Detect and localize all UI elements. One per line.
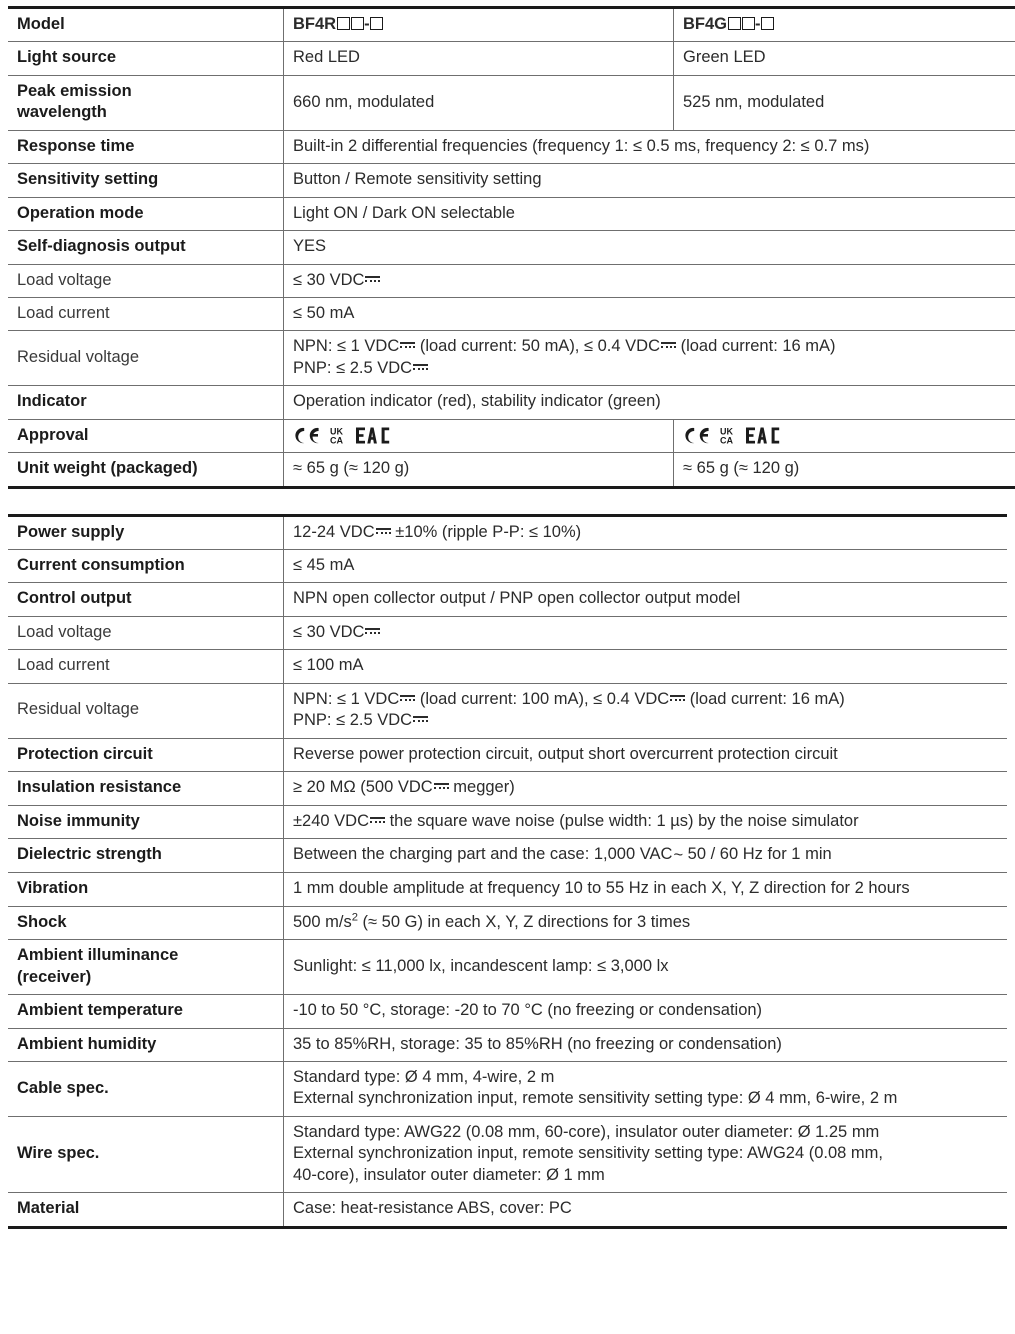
wire-spec-line1: Standard type: AWG22 (0.08 mm, 60-core), insulator outer diameter: Ø 1.25 mm bbox=[293, 1122, 999, 1143]
residual-pnp-part1: PNP: ≤ 2.5 VDC bbox=[293, 711, 412, 729]
table-row-protection-circuit bbox=[8, 738, 1007, 771]
model-red-prefix: BF4R bbox=[293, 15, 336, 33]
current-consumption-value: ≤ 45 mA bbox=[284, 550, 1008, 583]
row-label-load-current: Load current bbox=[8, 650, 284, 683]
dc-symbol-icon bbox=[365, 275, 380, 284]
table-row-current-consumption bbox=[8, 550, 1007, 583]
table-row-shock bbox=[8, 906, 1007, 939]
light-source-red-value: Red LED bbox=[284, 42, 674, 75]
row-label-load-voltage: Load voltage bbox=[8, 264, 284, 297]
residual-npn-part3: (load current: 16 mA) bbox=[676, 337, 836, 355]
model-red-cell bbox=[284, 8, 674, 42]
residual-voltage-line1 bbox=[293, 336, 1015, 357]
row-label-load-current: Load current bbox=[8, 297, 284, 330]
control-output-value: NPN open collector output / PNP open collector output model bbox=[284, 583, 1008, 616]
material-value: Case: heat-resistance ABS, cover: PC bbox=[284, 1193, 1008, 1227]
cable-spec-line1: Standard type: Ø 4 mm, 4-wire, 2 m bbox=[293, 1067, 999, 1088]
residual-voltage-value bbox=[284, 331, 1015, 386]
table-row-vibration bbox=[8, 873, 1007, 906]
row-label-indicator: Indicator bbox=[8, 386, 284, 419]
shock-text-pre: 500 m/s bbox=[293, 913, 352, 931]
insulation-text-pre: ≥ 20 MΩ (500 VDC bbox=[293, 778, 433, 796]
table-row-ambient-humidity bbox=[8, 1028, 1007, 1061]
svg-text:CA: CA bbox=[720, 435, 733, 445]
table-row-material bbox=[8, 1193, 1007, 1227]
unit-weight-red-value: ≈ 65 g (≈ 120 g) bbox=[284, 453, 674, 487]
load-current-value: ≤ 50 mA bbox=[284, 297, 1015, 330]
approval-red-cell bbox=[284, 419, 674, 452]
table-row-dielectric-strength bbox=[8, 838, 1007, 872]
row-label-insulation-resistance: Insulation resistance bbox=[8, 772, 284, 805]
table-row-self-diagnosis-output bbox=[8, 231, 1015, 264]
row-label-line2: (receiver) bbox=[17, 967, 275, 988]
ukca-mark-icon bbox=[720, 426, 739, 445]
square-placeholder-icon bbox=[728, 17, 741, 30]
insulation-resistance-value bbox=[284, 772, 1008, 805]
residual-voltage-value bbox=[284, 683, 1008, 738]
self-diagnosis-output-value: YES bbox=[284, 231, 1015, 264]
approval-green-cell bbox=[674, 419, 1015, 452]
shock-text-post: (≈ 50 G) in each X, Y, Z directions for 3 times bbox=[358, 913, 690, 931]
square-placeholder-icon bbox=[761, 17, 774, 30]
cable-spec-line2: External synchronization input, remote sensitivity setting type: Ø 4 mm, 6-wire, 2 m bbox=[293, 1088, 999, 1109]
residual-npn-part2: (load current: 100 mA), ≤ 0.4 VDC bbox=[415, 690, 669, 708]
approval-marks-group bbox=[293, 425, 665, 446]
table-row-unit-weight bbox=[8, 453, 1015, 487]
row-label-cable-spec: Cable spec. bbox=[8, 1062, 284, 1117]
noise-immunity-value bbox=[284, 805, 1008, 838]
dc-symbol-icon bbox=[376, 527, 391, 536]
table-row-load-current bbox=[8, 650, 1007, 683]
row-label-operation-mode: Operation mode bbox=[8, 197, 284, 230]
dc-symbol-icon bbox=[400, 694, 415, 703]
noise-text-post: the square wave noise (pulse width: 1 µs) by the noise simulator bbox=[385, 812, 859, 830]
table-row-operation-mode bbox=[8, 197, 1015, 230]
model-green-cell bbox=[674, 8, 1015, 42]
shock-value bbox=[284, 906, 1008, 939]
row-label-material: Material bbox=[8, 1193, 284, 1227]
table-row-noise-immunity bbox=[8, 805, 1007, 838]
power-supply-value bbox=[284, 515, 1008, 549]
dc-symbol-icon bbox=[370, 816, 385, 825]
peak-emission-red-value: 660 nm, modulated bbox=[284, 75, 674, 130]
dc-symbol-icon bbox=[400, 341, 415, 350]
row-label-load-voltage: Load voltage bbox=[8, 616, 284, 649]
table-row-load-current bbox=[8, 297, 1015, 330]
load-voltage-value bbox=[284, 264, 1015, 297]
model-hyphen: - bbox=[364, 15, 370, 33]
dc-symbol-icon bbox=[413, 363, 428, 372]
row-label-noise-immunity: Noise immunity bbox=[8, 805, 284, 838]
dielectric-text-post: 50 / 60 Hz for 1 min bbox=[683, 845, 832, 863]
model-green-prefix: BF4G bbox=[683, 15, 727, 33]
table-row-cable-spec bbox=[8, 1062, 1007, 1117]
table2-body bbox=[8, 515, 1007, 1227]
model-hyphen: - bbox=[755, 15, 761, 33]
response-time-value: Built-in 2 differential frequencies (frequency 1: ≤ 0.5 ms, frequency 2: ≤ 0.7 ms) bbox=[284, 130, 1015, 163]
table-row-peak-emission-wavelength bbox=[8, 75, 1015, 130]
row-label-residual-voltage: Residual voltage bbox=[8, 331, 284, 386]
table-row-residual-voltage bbox=[8, 683, 1007, 738]
eac-mark-icon bbox=[746, 426, 780, 445]
cable-spec-value bbox=[284, 1062, 1008, 1117]
row-label-sensitivity-setting: Sensitivity setting bbox=[8, 164, 284, 197]
row-label-residual-voltage: Residual voltage bbox=[8, 683, 284, 738]
ambient-humidity-value: 35 to 85%RH, storage: 35 to 85%RH (no freezing or condensation) bbox=[284, 1028, 1008, 1061]
dc-symbol-icon bbox=[434, 782, 449, 791]
row-label-approval: Approval bbox=[8, 419, 284, 452]
row-label-ambient-humidity: Ambient humidity bbox=[8, 1028, 284, 1061]
sensitivity-setting-value: Button / Remote sensitivity setting bbox=[284, 164, 1015, 197]
table-row-load-voltage bbox=[8, 264, 1015, 297]
row-label-unit-weight: Unit weight (packaged) bbox=[8, 453, 284, 487]
table-row-sensitivity-setting bbox=[8, 164, 1015, 197]
wire-spec-line2: External synchronization input, remote sensitivity setting type: AWG24 (0.08 mm, bbox=[293, 1143, 999, 1164]
load-voltage-text: ≤ 30 VDC bbox=[293, 623, 364, 641]
square-placeholder-icon bbox=[337, 17, 350, 30]
table-row-response-time bbox=[8, 130, 1015, 163]
row-label-shock: Shock bbox=[8, 906, 284, 939]
row-label-ambient-temperature: Ambient temperature bbox=[8, 995, 284, 1028]
svg-text:UK: UK bbox=[330, 427, 343, 437]
residual-npn-part2: (load current: 50 mA), ≤ 0.4 VDC bbox=[415, 337, 660, 355]
svg-text:UK: UK bbox=[720, 427, 733, 437]
ambient-temperature-value: -10 to 50 °C, storage: -20 to 70 °C (no freezing or condensation) bbox=[284, 995, 1008, 1028]
general-specification-table bbox=[8, 514, 1007, 1229]
ce-mark-icon bbox=[293, 426, 323, 445]
row-label-current-consumption: Current consumption bbox=[8, 550, 284, 583]
residual-npn-part1: NPN: ≤ 1 VDC bbox=[293, 337, 399, 355]
row-label-peak-emission-wavelength bbox=[8, 75, 284, 130]
row-label-control-output: Control output bbox=[8, 583, 284, 616]
table-row-control-output bbox=[8, 583, 1007, 616]
power-supply-text-post: ±10% (ripple P-P: ≤ 10%) bbox=[391, 523, 582, 541]
row-label-power-supply: Power supply bbox=[8, 515, 284, 549]
row-label-model: Model bbox=[8, 8, 284, 42]
residual-npn-part1: NPN: ≤ 1 VDC bbox=[293, 690, 399, 708]
load-voltage-text: ≤ 30 VDC bbox=[293, 271, 364, 289]
square-placeholder-icon bbox=[370, 17, 383, 30]
load-current-value: ≤ 100 mA bbox=[284, 650, 1008, 683]
ce-mark-icon bbox=[683, 426, 713, 445]
table-row-residual-voltage bbox=[8, 331, 1015, 386]
row-label-protection-circuit: Protection circuit bbox=[8, 738, 284, 771]
indicator-value: Operation indicator (red), stability indicator (green) bbox=[284, 386, 1015, 419]
unit-weight-green-value: ≈ 65 g (≈ 120 g) bbox=[674, 453, 1015, 487]
table-row-wire-spec bbox=[8, 1116, 1007, 1192]
square-placeholder-icon bbox=[351, 17, 364, 30]
residual-voltage-line2 bbox=[293, 710, 999, 731]
svg-text:CA: CA bbox=[330, 435, 343, 445]
residual-voltage-line1 bbox=[293, 689, 999, 710]
wire-spec-line3: 40-core), insulator outer diameter: Ø 1 mm bbox=[293, 1165, 999, 1186]
model-specification-table bbox=[8, 6, 1015, 489]
ambient-illuminance-value: Sunlight: ≤ 11,000 lx, incandescent lamp: ≤ 3,000 lx bbox=[284, 940, 1008, 995]
row-label-vibration: Vibration bbox=[8, 873, 284, 906]
specification-sheet bbox=[0, 6, 1015, 1229]
row-label-self-diagnosis-output: Self-diagnosis output bbox=[8, 231, 284, 264]
dc-symbol-icon bbox=[365, 627, 380, 636]
wire-spec-value bbox=[284, 1116, 1008, 1192]
row-label-line1: Peak emission bbox=[17, 81, 275, 102]
table-row-light-source bbox=[8, 42, 1015, 75]
vibration-value: 1 mm double amplitude at frequency 10 to 55 Hz in each X, Y, Z direction for 2 hours bbox=[284, 873, 1008, 906]
protection-circuit-value: Reverse power protection circuit, output short overcurrent protection circuit bbox=[284, 738, 1008, 771]
table-row-indicator bbox=[8, 386, 1015, 419]
row-label-line1: Ambient illuminance bbox=[17, 945, 275, 966]
insulation-text-post: megger) bbox=[449, 778, 515, 796]
row-label-dielectric-strength: Dielectric strength bbox=[8, 838, 284, 872]
operation-mode-value: Light ON / Dark ON selectable bbox=[284, 197, 1015, 230]
row-label-light-source: Light source bbox=[8, 42, 284, 75]
table-row-ambient-temperature bbox=[8, 995, 1007, 1028]
shock-exponent: 2 bbox=[352, 911, 358, 923]
peak-emission-green-value: 525 nm, modulated bbox=[674, 75, 1015, 130]
table-row-load-voltage bbox=[8, 616, 1007, 649]
light-source-green-value: Green LED bbox=[674, 42, 1015, 75]
row-label-ambient-illuminance bbox=[8, 940, 284, 995]
dc-symbol-icon bbox=[413, 715, 428, 724]
residual-npn-part3: (load current: 16 mA) bbox=[685, 690, 845, 708]
square-placeholder-icon bbox=[742, 17, 755, 30]
table-row-power-supply bbox=[8, 515, 1007, 549]
ukca-mark-icon bbox=[330, 426, 349, 445]
row-label-wire-spec: Wire spec. bbox=[8, 1116, 284, 1192]
approval-marks-group bbox=[683, 425, 1015, 446]
dielectric-strength-value bbox=[284, 838, 1008, 872]
table-row-approval bbox=[8, 419, 1015, 452]
power-supply-text-pre: 12-24 VDC bbox=[293, 523, 375, 541]
ac-symbol-icon: ~ bbox=[673, 845, 683, 866]
load-voltage-value bbox=[284, 616, 1008, 649]
table1-body bbox=[8, 8, 1015, 488]
row-label-response-time: Response time bbox=[8, 130, 284, 163]
dielectric-text-pre: Between the charging part and the case: 1,000 VAC bbox=[293, 845, 672, 863]
noise-text-pre: ±240 VDC bbox=[293, 812, 369, 830]
table-row-model bbox=[8, 8, 1015, 42]
dc-symbol-icon bbox=[670, 694, 685, 703]
table-row-insulation-resistance bbox=[8, 772, 1007, 805]
table-row-ambient-illuminance bbox=[8, 940, 1007, 995]
row-label-line2: wavelength bbox=[17, 102, 275, 123]
residual-voltage-line2 bbox=[293, 358, 1015, 379]
residual-pnp-part1: PNP: ≤ 2.5 VDC bbox=[293, 359, 412, 377]
eac-mark-icon bbox=[356, 426, 390, 445]
dc-symbol-icon bbox=[661, 341, 676, 350]
